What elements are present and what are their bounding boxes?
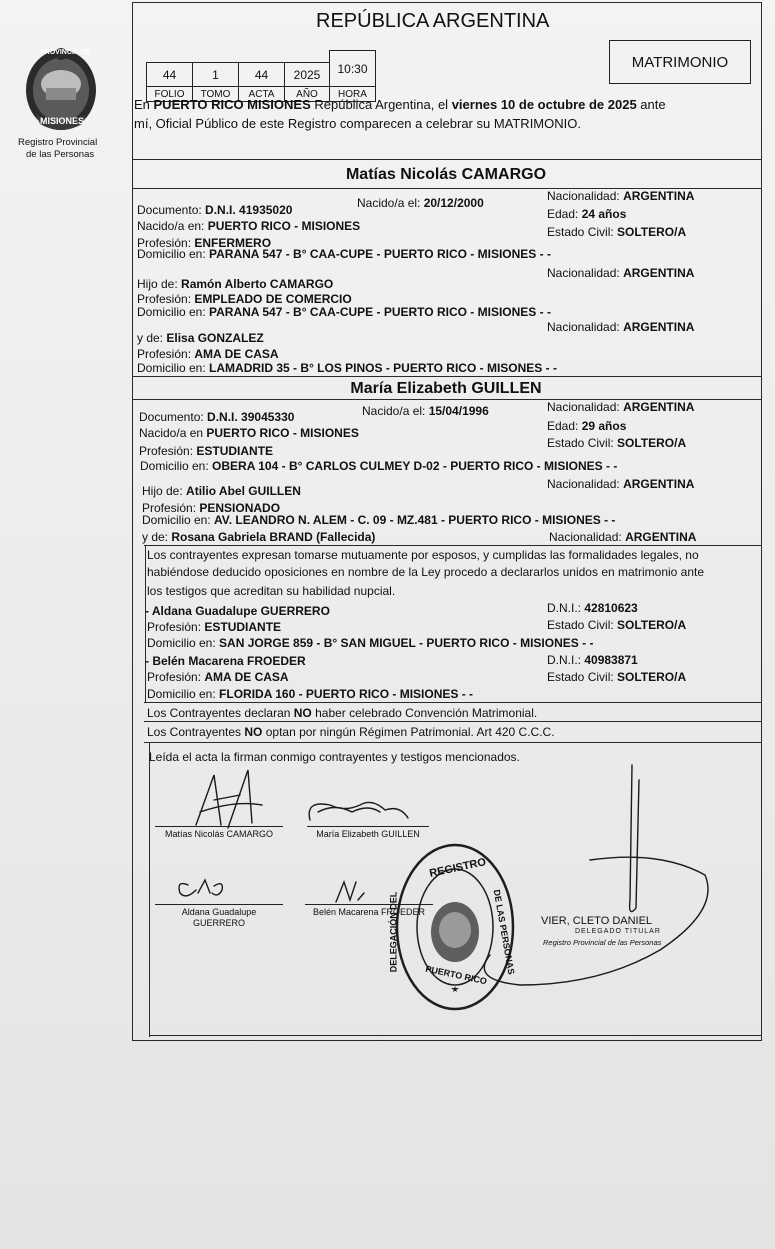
groom-age: Edad: 24 años [547,207,627,221]
bride-father-address: Domicilio en: AV. LEANDRO N. ALEM - C. 09 - MZ.481 - PUERTO RICO - MISIONES - - [142,513,616,527]
bride-signature-label: María Elizabeth GUILLEN [316,829,420,839]
witness1-signature-line [155,904,283,905]
bride-signature-line [307,826,429,827]
seal-text-bottom: MISIONES [40,116,85,126]
intro-line2: mí, Oficial Público de este Registro comparecen a celebrar su MATRIMONIO. [134,116,581,131]
stamp-text-bottom: PUERTO RICO [424,963,488,987]
registry-stamp [388,842,517,1012]
witness2-signature-label: Belén Macarena FROEDER [312,907,426,917]
groom-civil-status: Estado Civil: SOLTERO/A [547,225,687,239]
intro-place: PUERTO RICO MISIONES [153,97,311,112]
groom-signature-stroke [196,770,262,828]
witness2-dni: D.N.I.: 40983871 [547,653,638,667]
witness1-address: Domicilio en: SAN JORGE 859 - B° SAN MIGUEL - PUERTO RICO - MISIONES - - [147,636,594,650]
declaration-line2: habiéndose deducido oposiciones en nombre de la Ley procedo a declararlos unidos en matrimonio ante [147,565,705,579]
folio-value: 44 [146,62,193,87]
registry-name-line1: Registro Provincial [18,137,98,148]
convention-line1: Los Contrayentes declaran NO haber celebrado Convención Matrimonial. [147,706,538,720]
country-title: REPÚBLICA ARGENTINA [316,10,550,32]
bride-father: Hijo de: Atilio Abel GUILLEN [142,484,301,498]
groom-signature-line [155,826,283,827]
groom-signature-label: Matías Nicolás CAMARGO [164,829,274,839]
groom-birthdate: Nacido/a el: 20/12/2000 [357,196,484,210]
bride-birthdate: Nacido/a el: 15/04/1996 [362,404,489,418]
groom-mother-nationality: Nacionalidad: ARGENTINA [547,320,695,334]
intro-prefix: En [134,97,154,112]
bride-father-nationality: Nacionalidad: ARGENTINA [547,477,695,491]
record-type-label: MATRIMONIO [631,53,729,71]
witness2-profession: Profesión: AMA DE CASA [147,670,289,684]
official-name: VIER, CLETO DANIEL [541,915,653,927]
bride-mother-nationality: Nacionalidad: ARGENTINA [549,530,697,544]
convention-line2: Los Contrayentes NO optan por ningún Régimen Patrimonial. Art 420 C.C.C. [147,725,555,739]
groom-name: Matías Nicolás CAMARGO [345,166,547,183]
official-signature-stroke [484,765,708,985]
closing-text: Leída el acta la firman conmigo contrayentes y testigos mencionados. [149,750,520,764]
bride-name: María Elizabeth GUILLEN [350,380,542,397]
tomo-value: 1 [192,62,239,87]
official-title: DELEGADO TITULAR [575,928,661,935]
bride-age: Edad: 29 años [547,419,627,433]
witness1-profession: Profesión: ESTUDIANTE [147,620,282,634]
stamp-text-top: REGISTRO [428,856,488,880]
bride-mother: y de: Rosana Gabriela BRAND (Fallecida) [142,530,376,544]
intro-date: viernes 10 de octubre de 2025 [451,97,637,112]
witness2-civil-status: Estado Civil: SOLTERO/A [547,670,687,684]
bride-signature-stroke [309,802,408,820]
acta-label: ACTA [238,86,285,102]
groom-mother: y de: Elisa GONZALEZ [137,331,264,345]
declaration-line3: los testigos que acreditan su habilidad nupcial. [147,584,396,598]
witness1-name: - Aldana Guadalupe GUERRERO [145,604,330,618]
groom-birthplace: Nacido/a en: PUERTO RICO - MISIONES [137,219,361,233]
witness1-signature-label-2: GUERRERO [192,918,245,928]
bride-civil-status: Estado Civil: SOLTERO/A [547,436,687,450]
ano-label: AÑO [284,86,330,102]
groom-father: Hijo de: Ramón Alberto CAMARGO [137,277,334,291]
hora-label: HORA [329,86,376,102]
bride-birthplace: Nacido/a en PUERTO RICO - MISIONES [139,426,359,440]
acta-value: 44 [238,62,285,87]
ano-value: 2025 [284,62,330,87]
official-organization: Registro Provincial de las Personas [543,938,662,947]
witness1-civil-status: Estado Civil: SOLTERO/A [547,618,687,632]
witness1-dni: D.N.I.: 42810623 [547,601,638,615]
witness2-signature-stroke [336,882,364,902]
registry-name-line2: de las Personas [26,149,95,160]
witness1-signature-label-1: Aldana Guadalupe [181,907,257,917]
intro-suffix: ante [636,97,666,112]
witness2-name: - Belén Macarena FROEDER [145,654,306,668]
groom-mother-address: Domicilio en: LAMADRID 35 - B° LOS PINOS - PUERTO RICO - MISONES - - [137,361,557,375]
bride-profession: Profesión: ESTUDIANTE [139,444,274,458]
hora-value: 10:30 [329,50,376,87]
seal-text-top: PROVINCIA DE [40,49,91,56]
bride-father-profession: Profesión: PENSIONADO [142,501,281,515]
groom-document: Documento: D.N.I. 41935020 [137,203,293,217]
intro-mid: República Argentina, el [310,97,452,112]
groom-father-profession: Profesión: EMPLEADO DE COMERCIO [137,292,352,306]
bride-document: Documento: D.N.I. 39045330 [139,410,295,424]
groom-profession: Profesión: ENFERMERO [137,236,272,250]
groom-father-address: Domicilio en: PARANA 547 - B° CAA-CUPE - PUERTO RICO - MISIONES - - [137,305,551,319]
groom-mother-profession: Profesión: AMA DE CASA [137,347,279,361]
declaration-line1: Los contrayentes expresan tomarse mutuamente por esposos, y cumplidas las formalidades legales, no [147,548,699,562]
tomo-label: TOMO [192,86,239,102]
stamp-text-left: DELEGACIÓN DEL [388,891,399,973]
stamp-text-right: DE LAS PERSONAS [491,888,517,976]
witness2-address: Domicilio en: FLORIDA 160 - PUERTO RICO - MISIONES - - [147,687,474,701]
groom-father-nationality: Nacionalidad: ARGENTINA [547,266,695,280]
bride-nationality: Nacionalidad: ARGENTINA [547,400,695,414]
groom-nationality: Nacionalidad: ARGENTINA [547,189,695,203]
folio-label: FOLIO [146,86,193,102]
witness1-signature-stroke [179,880,222,896]
groom-address: Domicilio en: PARANA 547 - B° CAA-CUPE - PUERTO RICO - MISIONES - - [137,247,551,261]
bride-address: Domicilio en: OBERA 104 - B° CARLOS CULMEY D-02 - PUERTO RICO - MISIONES - - [140,459,618,473]
